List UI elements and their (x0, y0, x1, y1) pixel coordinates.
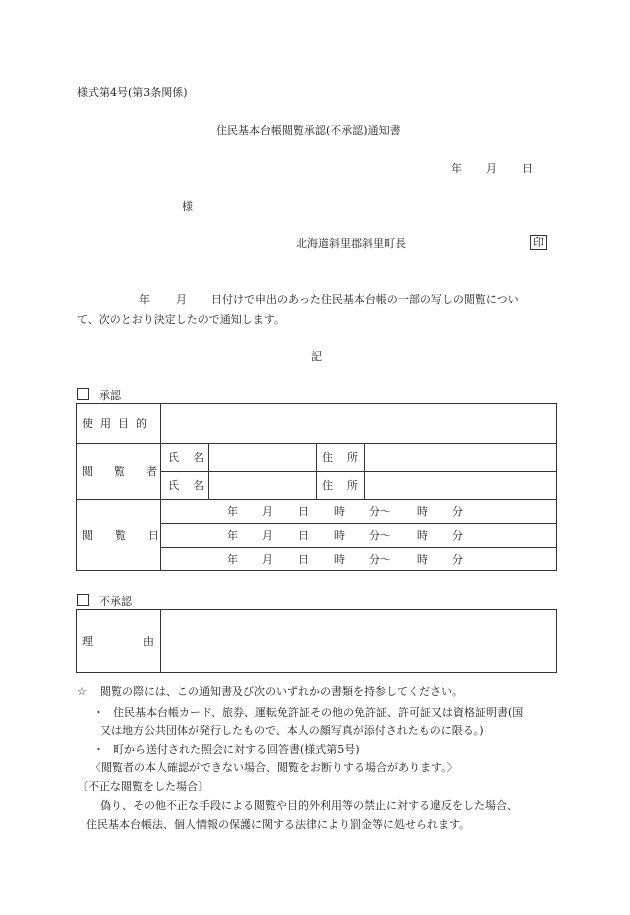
viewer-label: 閲覧者 (82, 465, 178, 478)
view-date-month: 月 (262, 553, 273, 566)
form-number: 様式第4号(第3条関係) (77, 86, 188, 99)
notes-intro: 閲覧の際には、この通知書及び次のいずれかの書類を持参してください。 (100, 685, 463, 698)
view-date-day: 日 (298, 505, 309, 518)
approval-checkbox-label: 承認 (77, 388, 121, 402)
view-date-day: 日 (298, 529, 309, 542)
view-date-month: 月 (262, 529, 273, 542)
bullet-2: ・ (93, 743, 104, 756)
address-field-1[interactable] (366, 445, 555, 470)
view-date-hour: 時 (334, 505, 345, 518)
view-date-hour: 時 (334, 553, 345, 566)
purpose-field[interactable] (162, 405, 555, 442)
improper-line-1: 偽り、その他不正な手段による閲覧や目的外利用等の禁止に対する違反をした場合、 (100, 799, 518, 812)
view-date-label: 閲覧日 (82, 529, 181, 542)
view-date-year: 年 (227, 529, 238, 542)
name-label-1: 氏名 (168, 451, 218, 464)
approval-checkbox[interactable] (77, 388, 89, 400)
ki-heading: 記 (311, 350, 322, 363)
date-year-label: 年 (451, 162, 462, 175)
view-date-minute-end: 分 (452, 505, 463, 518)
reason-field[interactable] (162, 611, 555, 671)
seal-mark: 印 (530, 236, 547, 249)
view-date-year: 年 (227, 553, 238, 566)
name-field-1[interactable] (210, 445, 315, 470)
item-2-note: 〈閲覧者の本人確認ができない場合、閲覧をお断りする場合があります。〉 (90, 761, 458, 774)
page-title: 住民基本台帳閲覧承認(不承認)通知書 (216, 124, 401, 137)
body-month: 月 (176, 293, 187, 306)
view-date-hour-end: 時 (417, 553, 428, 566)
view-date-minute-to: 分〜 (369, 529, 391, 542)
reason-label: 理由 (82, 635, 204, 648)
improper-line-2: 住民基本台帳法、個人情報の保護に関する法律により罰金等に処せられます。 (86, 818, 471, 831)
address-field-2[interactable] (366, 473, 555, 498)
address-label-2: 住所 (322, 479, 372, 492)
view-date-day: 日 (298, 553, 309, 566)
view-date-hour: 時 (334, 529, 345, 542)
body-line-2: て、次のとおり決定したので通知します。 (77, 313, 285, 326)
addressee-suffix: 様 (182, 200, 193, 213)
item-1-line-1: 住民基本台帳カード、旅券、運転免許証その他の免許証、許可証又は資格証明書(国 (113, 706, 524, 719)
name-field-2[interactable] (210, 473, 315, 498)
view-date-minute-end: 分 (452, 529, 463, 542)
view-date-month: 月 (262, 505, 273, 518)
issuer-name: 北海道斜里郡斜里町長 (296, 237, 406, 250)
body-year: 年 (139, 293, 150, 306)
address-label-1: 住所 (322, 451, 372, 464)
view-date-year: 年 (227, 505, 238, 518)
view-date-minute-to: 分〜 (369, 553, 391, 566)
date-month-label: 月 (486, 162, 497, 175)
view-date-minute-end: 分 (452, 553, 463, 566)
bullet-1: ・ (93, 706, 104, 719)
purpose-label: 使用目的 (82, 417, 154, 430)
view-date-minute-to: 分〜 (369, 505, 391, 518)
disapproval-checkbox-label: 不承認 (77, 594, 132, 608)
view-date-hour-end: 時 (417, 505, 428, 518)
item-2: 町から送付された照会に対する回答書(様式第5号) (113, 743, 360, 756)
improper-heading: 〔不正な閲覧をした場合〕 (77, 780, 209, 793)
view-date-hour-end: 時 (417, 529, 428, 542)
star-mark: ☆ (77, 685, 87, 698)
disapproval-checkbox[interactable] (77, 594, 89, 606)
body-line-1: 日付けで申出のあった住民基本台帳の一部の写しの閲覧につい (211, 293, 519, 306)
item-1-line-2: 又は地方公共団体が発行したもので、本人の顔写真が添付されたものに限る。) (100, 724, 484, 737)
date-day-label: 日 (522, 162, 533, 175)
name-label-2: 氏名 (168, 479, 218, 492)
